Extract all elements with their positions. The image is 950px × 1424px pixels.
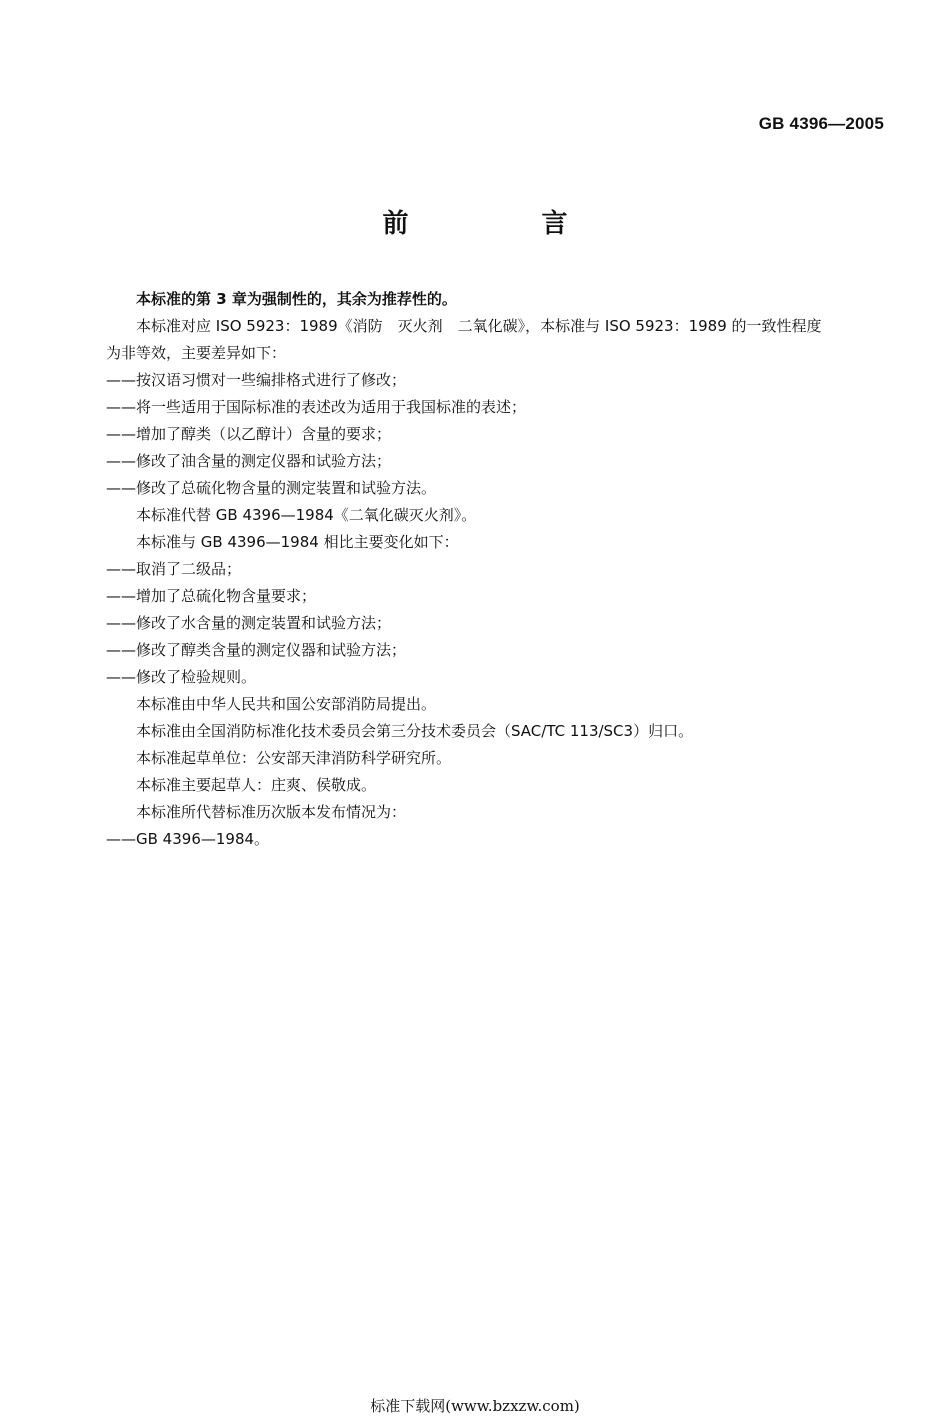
list-item: ——增加了总硫化物含量要求； <box>106 587 317 605</box>
footer-watermark: 标准下载网(www.bzxzw.com) <box>370 1397 580 1415</box>
page-title: 前 言 <box>382 209 630 239</box>
list-item: ——取消了二级品； <box>106 560 242 578</box>
list-item: ——修改了检验规则。 <box>106 668 257 686</box>
paragraph-iso-correspondence: 本标准对应 ISO 5923：1989《消防 灭火剂 二氧化碳》，本标准与 ISO 5923：1989 的一致性程度 <box>136 317 822 335</box>
standard-code: GB 4396—2005 <box>758 114 884 133</box>
list-item: ——修改了醇类含量的测定仪器和试验方法； <box>106 641 407 659</box>
paragraph-proposer: 本标准由中华人民共和国公安部消防局提出。 <box>136 695 437 713</box>
paragraph-committee: 本标准由全国消防标准化技术委员会第三分技术委员会（SAC/TC 113/SC3）归口。 <box>136 722 694 740</box>
paragraph-replaces: 本标准代替 GB 4396—1984《二氧化碳灭火剂》。 <box>136 506 477 524</box>
list-item: ——GB 4396—1984。 <box>106 830 270 848</box>
list-item: ——增加了醇类（以乙醇计）含量的要求； <box>106 425 392 443</box>
list-item: ——修改了水含量的测定装置和试验方法； <box>106 614 392 632</box>
paragraph-mandatory-clause: 本标准的第 3 章为强制性的，其余为推荐性的。 <box>136 290 457 308</box>
list-item: ——修改了总硫化物含量的测定装置和试验方法。 <box>106 479 437 497</box>
paragraph-drafters: 本标准主要起草人：庄爽、侯敬成。 <box>136 776 377 794</box>
preface-body <box>106 286 886 853</box>
list-item: ——按汉语习惯对一些编排格式进行了修改； <box>106 371 407 389</box>
paragraph-drafting-unit: 本标准起草单位：公安部天津消防科学研究所。 <box>136 749 452 767</box>
paragraph-changes: 本标准与 GB 4396—1984 相比主要变化如下： <box>136 533 459 551</box>
list-item: ——将一些适用于国际标准的表述改为适用于我国标准的表述； <box>106 398 527 416</box>
paragraph-history: 本标准所代替标准历次版本发布情况为： <box>136 803 407 821</box>
paragraph-iso-correspondence-cont: 为非等效，主要差异如下： <box>106 344 287 362</box>
list-item: ——修改了油含量的测定仪器和试验方法； <box>106 452 392 470</box>
